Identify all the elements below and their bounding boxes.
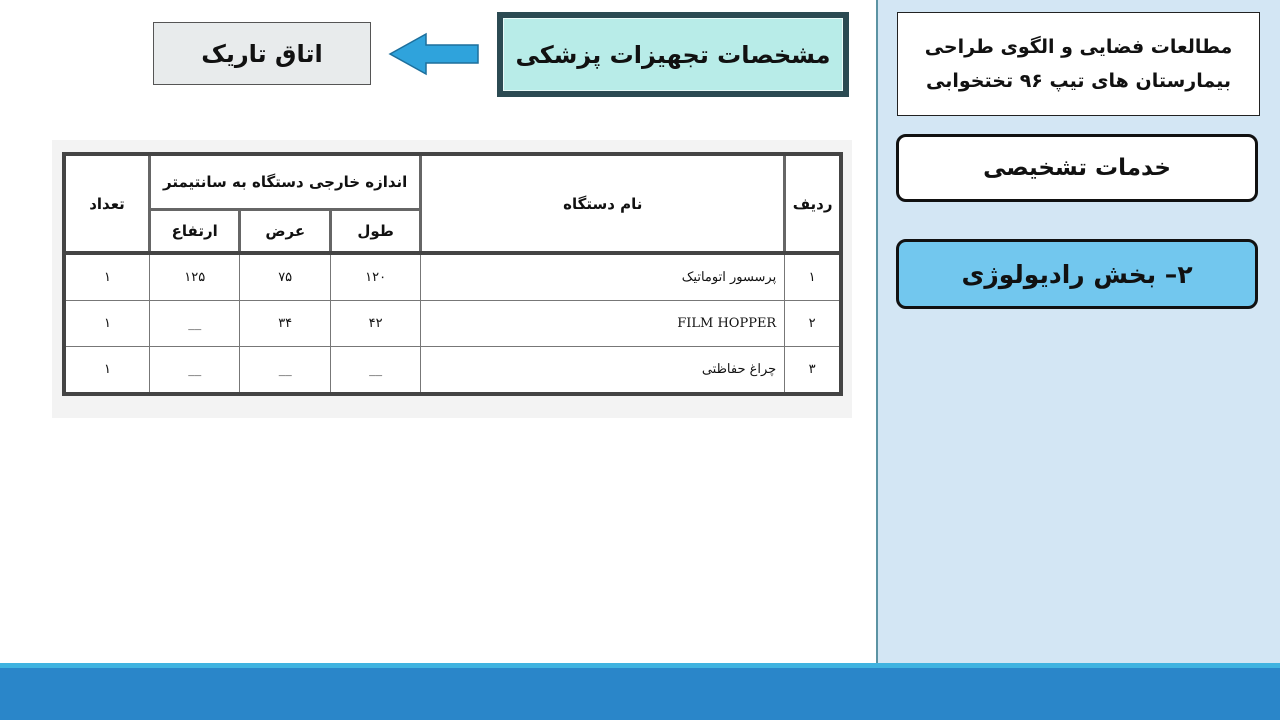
cell-name: پرسسور اتوماتیک <box>421 253 785 301</box>
col-count-header: تعداد <box>64 154 149 253</box>
services-box[interactable]: خدمات تشخیصی <box>896 134 1258 202</box>
table-row <box>64 253 841 301</box>
cell-width: __ <box>240 346 330 394</box>
cell-length: ۱۲۰ <box>330 253 420 301</box>
cell-height: __ <box>149 301 239 347</box>
darkroom-label: اتاق تاریک <box>153 22 371 85</box>
table-row <box>64 346 841 394</box>
cell-row: ۳ <box>785 346 841 394</box>
page-title: مشخصات تجهیزات پزشکی <box>503 18 843 91</box>
sidebar-title: مطالعات فضایی و الگوی طراحی بیمارستان های تیپ ۹۶ تختخوابی <box>897 12 1260 116</box>
cell-height: ۱۲۵ <box>149 253 239 301</box>
cell-row: ۱ <box>785 253 841 301</box>
cell-length: ۴۲ <box>330 301 420 347</box>
col-length-header: طول <box>330 209 420 253</box>
equipment-table-wrap <box>52 140 852 418</box>
col-name-header: نام دستگاه <box>421 154 785 253</box>
cell-length: __ <box>330 346 420 394</box>
arrow-left-icon <box>388 31 480 77</box>
col-height-header: ارتفاع <box>149 209 239 253</box>
col-width-header: عرض <box>240 209 330 253</box>
col-row-header: ردیف <box>785 154 841 253</box>
cell-name: چراغ حفاظتی <box>421 346 785 394</box>
footer-bar <box>0 663 1280 720</box>
cell-count: ۱ <box>64 301 149 347</box>
cell-width: ۷۵ <box>240 253 330 301</box>
cell-height: __ <box>149 346 239 394</box>
page-title-box <box>497 12 849 97</box>
cell-row: ۲ <box>785 301 841 347</box>
cell-count: ۱ <box>64 253 149 301</box>
equipment-table <box>62 152 843 396</box>
cell-width: ۳۴ <box>240 301 330 347</box>
radiology-section-box[interactable]: ۲– بخش رادیولوژی <box>896 239 1258 309</box>
sidebar <box>876 0 1280 663</box>
col-dimensions-header: اندازه خارجی دستگاه به سانتیمتر <box>149 154 420 209</box>
cell-count: ۱ <box>64 346 149 394</box>
table-row <box>64 301 841 347</box>
cell-name: FILM HOPPER <box>421 301 785 347</box>
